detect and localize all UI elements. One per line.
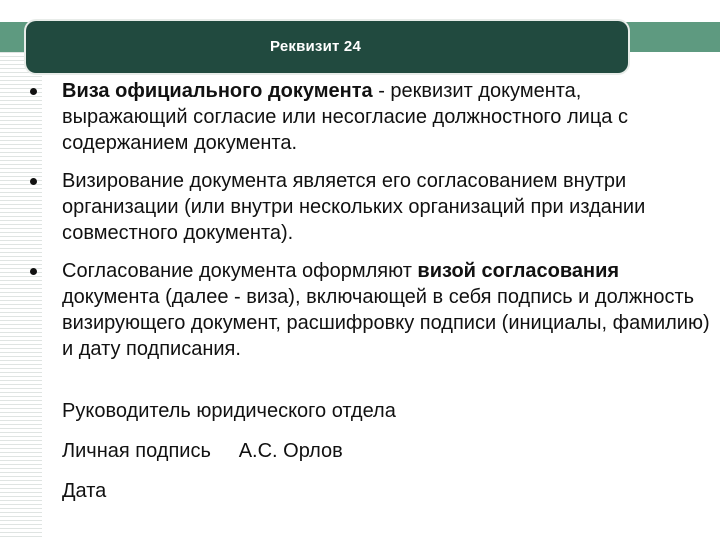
bullet-item-visa-definition <box>30 78 710 156</box>
bullet-text-before: Согласование документа оформляют <box>62 260 418 282</box>
slide-content <box>30 78 710 518</box>
bullet-text: - реквизит документа, выражающий согласие или несогласие должностного лица с содержанием документа. <box>62 80 628 154</box>
bullet-item-approval <box>30 258 710 362</box>
bold-term: визой согласования <box>417 260 620 282</box>
signer-name: А.С. Орлов <box>238 440 343 462</box>
slide-title: Реквизит 24 <box>270 38 361 55</box>
example-date-line: Дата <box>62 480 107 502</box>
bullet-dot-icon <box>30 268 37 275</box>
bullet-text: Визирование документа является его согласованием внутри организации (или внутри нескольких организаций при издании совместного документа). <box>62 170 646 244</box>
top-white-strip <box>0 0 720 22</box>
bullet-dot-icon <box>30 88 37 95</box>
bold-term: Виза официального документа <box>62 80 373 102</box>
title-bar <box>26 21 628 73</box>
example-position-line: Руководитель юридического отдела <box>62 400 396 422</box>
bullet-text-after: документа (далее - виза), включающей в себя подпись и должность визирующего документ, расшифровку подписи (инициалы, фамилию) и дату подписания. <box>62 286 710 360</box>
example-signature-line <box>30 438 710 478</box>
bullet-dot-icon <box>30 178 37 185</box>
signature-label: Личная подпись <box>62 440 211 462</box>
bullet-item-vising <box>30 168 710 246</box>
bullet-list <box>30 78 710 362</box>
